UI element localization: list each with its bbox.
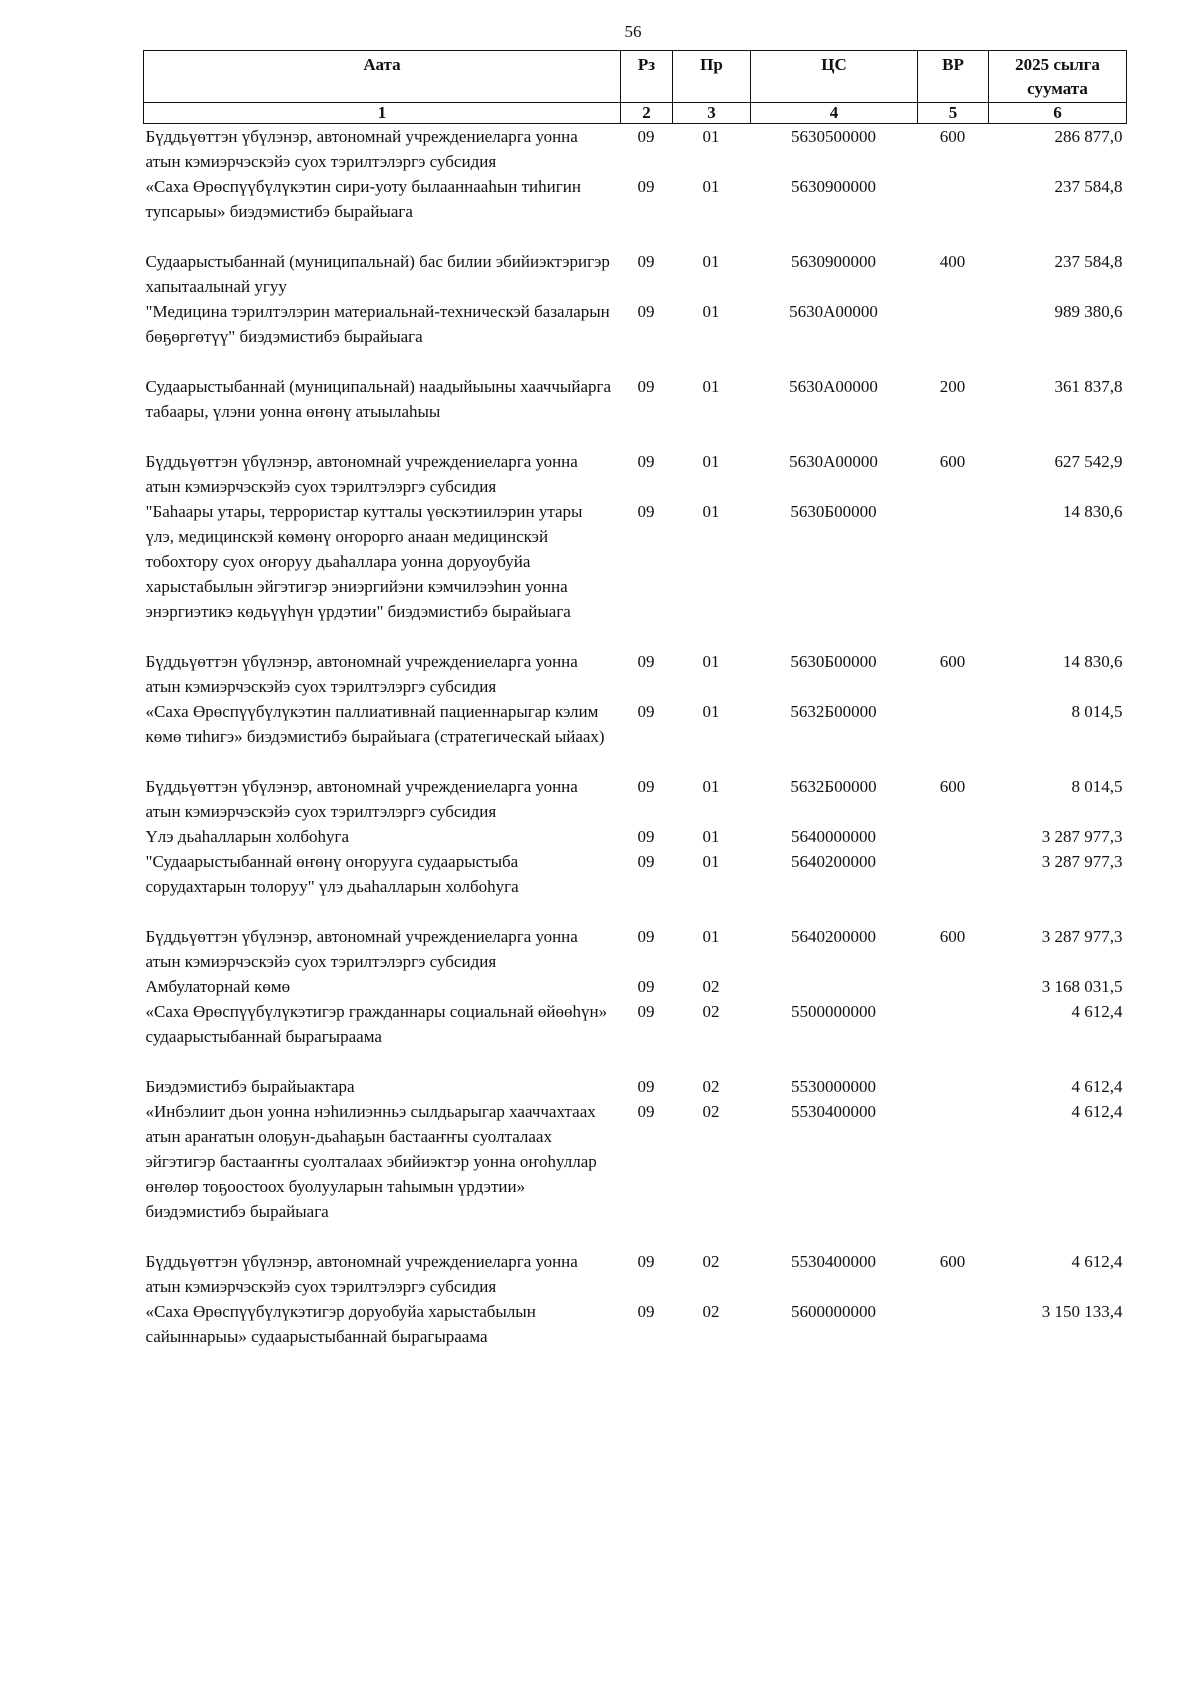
row-vr: 600 [939, 777, 966, 796]
row-vr [918, 999, 989, 1074]
row-cs: 5640200000 [791, 852, 876, 871]
row-amount: 3 287 977,3 [1041, 827, 1123, 846]
row-rz: 09 [637, 502, 655, 521]
table-row [144, 124, 1127, 175]
row-amount: 4 612,4 [1071, 1102, 1123, 1121]
row-rz: 09 [637, 702, 655, 721]
row-pr: 02 [702, 1302, 720, 1321]
table-row [144, 1074, 1127, 1099]
table-row [144, 974, 1127, 999]
row-name: Судаарыстыбаннай (муниципальнай) наадыйыыны хааччыйарга табаары, үлэни уонна өҥөнү атыылаһыы [145, 377, 612, 421]
row-name: Бүддьүөттэн үбүлэнэр, автономнай учреждениеларга уонна атын кэмиэрчэскэйэ суох тэрилтэлэргэ субсидия [145, 652, 578, 696]
row-pr: 02 [702, 1002, 720, 1021]
row-pr: 02 [702, 1077, 720, 1096]
row-amount: 3 150 133,4 [1041, 1302, 1123, 1321]
column-number: 3 [673, 103, 751, 124]
row-rz: 09 [637, 827, 655, 846]
row-pr: 01 [702, 852, 720, 871]
row-rz: 09 [637, 652, 655, 671]
table-row [144, 499, 1127, 649]
row-amount: 3 168 031,5 [1041, 977, 1123, 996]
table-row [144, 824, 1127, 849]
row-amount: 237 584,8 [1054, 177, 1123, 196]
row-name: Бүддьүөттэн үбүлэнэр, автономнай учреждениеларга уонна атын кэмиэрчэскэйэ суох тэрилтэлэргэ субсидия [145, 452, 578, 496]
row-amount: 989 380,6 [1054, 302, 1123, 321]
row-name: Бүддьүөттэн үбүлэнэр, автономнай учреждениеларга уонна атын кэмиэрчэскэйэ суох тэрилтэлэргэ субсидия [145, 127, 578, 171]
row-rz: 09 [637, 852, 655, 871]
row-name: "Судаарыстыбаннай өҥөнү оҥорууга судаарыстыба сорудахтарын толоруу" үлэ дьаһалларын холбоһуга [145, 852, 519, 896]
row-name: «Саха Өрөспүүбүлүкэтин паллиативнай пациеннарыгар кэлим көмө тиһигэ» биэдэмистибэ бырайыага (стратегическай ыйаах) [145, 702, 605, 746]
column-number: 4 [751, 103, 918, 124]
row-cs: 5630900000 [791, 177, 876, 196]
row-pr: 01 [702, 827, 720, 846]
row-name: Амбулаторнай көмө [145, 977, 291, 996]
row-rz: 09 [637, 177, 655, 196]
table-row [144, 299, 1127, 374]
row-vr: 200 [939, 377, 966, 396]
row-vr: 600 [939, 927, 966, 946]
row-amount: 8 014,5 [1071, 702, 1123, 721]
header-name: Аата [144, 51, 621, 103]
row-amount: 361 837,8 [1054, 377, 1123, 396]
column-number-row [144, 103, 1127, 124]
table-row [144, 1299, 1127, 1349]
row-pr: 01 [702, 177, 720, 196]
header-amount: 2025 сылга суумата [989, 51, 1127, 103]
row-pr: 01 [702, 452, 720, 471]
row-pr: 01 [702, 927, 720, 946]
row-cs: 5630Б00000 [790, 502, 877, 521]
row-pr: 01 [702, 302, 720, 321]
row-amount: 237 584,8 [1054, 252, 1123, 271]
row-name: Үлэ дьаһалларын холбоһуга [145, 827, 350, 846]
row-name: «Инбэлиит дьон уонна нэһилиэнньэ сылдьарыгар хааччахтаах атын араҥатын олоҕун-дьаһаҕын бастааҥҥы суолталаах эйгэтигэр бастааҥҥы суолталаах эбийиэктэр уонна оҥоһуллар өҥөлөр тоҕоостоох буолууларын таһымын үрдэтии» биэдэмистибэ бырайыага [145, 1102, 597, 1221]
table-row [144, 999, 1127, 1074]
header-cs: ЦС [751, 51, 918, 103]
table-row [144, 249, 1127, 299]
row-pr: 01 [702, 252, 720, 271]
row-vr [918, 849, 989, 924]
row-amount: 627 542,9 [1054, 452, 1123, 471]
row-vr [918, 1299, 989, 1349]
row-amount: 4 612,4 [1071, 1077, 1123, 1096]
row-amount: 3 287 977,3 [1041, 927, 1123, 946]
row-vr: 400 [939, 252, 966, 271]
row-pr: 02 [702, 1102, 720, 1121]
row-name: Бүддьүөттэн үбүлэнэр, автономнай учреждениеларга уонна атын кэмиэрчэскэйэ суох тэрилтэлэргэ субсидия [145, 1252, 578, 1296]
column-number: 5 [918, 103, 989, 124]
row-name: "Медицина тэрилтэлэрин материальнай-техническэй базаларын бөҕөргөтүү" биэдэмистибэ бырайыага [145, 302, 610, 346]
table-row [144, 924, 1127, 974]
header-row [144, 51, 1127, 103]
row-cs: 5630А00000 [789, 452, 878, 471]
table-body [144, 124, 1127, 1350]
row-vr: 600 [939, 1252, 966, 1271]
row-pr: 01 [702, 777, 720, 796]
row-vr [918, 824, 989, 849]
row-amount: 8 014,5 [1071, 777, 1123, 796]
row-cs: 5500000000 [791, 1002, 876, 1021]
row-pr: 01 [702, 502, 720, 521]
row-cs: 5630А00000 [789, 377, 878, 396]
row-pr: 01 [702, 652, 720, 671]
budget-table [143, 50, 1127, 1349]
row-rz: 09 [637, 1252, 655, 1271]
column-number: 6 [989, 103, 1127, 124]
row-vr [918, 974, 989, 999]
row-rz: 09 [637, 452, 655, 471]
row-pr: 01 [702, 702, 720, 721]
row-cs: 5530400000 [791, 1102, 876, 1121]
header-pr: Пр [673, 51, 751, 103]
row-name: «Саха Өрөспүүбүлүкэтин сири-уоту былааннааһын тиһигин тупсарыы» биэдэмистибэ бырайыага [145, 177, 581, 221]
row-name: Бүддьүөттэн үбүлэнэр, автономнай учреждениеларга уонна атын кэмиэрчэскэйэ суох тэрилтэлэргэ субсидия [145, 777, 578, 821]
row-vr [918, 299, 989, 374]
row-cs: 5530000000 [791, 1077, 876, 1096]
row-rz: 09 [637, 1077, 655, 1096]
row-rz: 09 [637, 777, 655, 796]
row-rz: 09 [637, 302, 655, 321]
table-row [144, 699, 1127, 774]
column-number: 2 [621, 103, 673, 124]
row-cs: 5640000000 [791, 827, 876, 846]
row-vr [918, 699, 989, 774]
header-rz: Рз [621, 51, 673, 103]
row-cs: 5630900000 [791, 252, 876, 271]
row-name: «Саха Өрөспүүбүлүкэтигэр доруобуйа харыстабылын сайыннарыы» судаарыстыбаннай бырагыраама [145, 1302, 536, 1346]
row-pr: 01 [702, 377, 720, 396]
row-rz: 09 [637, 1102, 655, 1121]
row-vr: 600 [939, 127, 966, 146]
row-cs: 5630500000 [791, 127, 876, 146]
budget-table-wrapper [143, 50, 1126, 1349]
row-amount: 286 877,0 [1054, 127, 1123, 146]
row-name: Биэдэмистибэ бырайыактара [145, 1077, 355, 1096]
table-row [144, 1099, 1127, 1249]
header-vr: ВР [918, 51, 989, 103]
row-name: Бүддьүөттэн үбүлэнэр, автономнай учреждениеларга уонна атын кэмиэрчэскэйэ суох тэрилтэлэргэ субсидия [145, 927, 578, 971]
table-row [144, 449, 1127, 499]
row-pr: 02 [702, 977, 720, 996]
page-number: 56 [624, 22, 642, 41]
table-row [144, 1249, 1127, 1299]
row-amount: 4 612,4 [1071, 1002, 1123, 1021]
row-cs: 5600000000 [791, 1302, 876, 1321]
table-row [144, 849, 1127, 924]
row-name: "Баһаары утары, террористар кутталы үөскэтиилэрин утары үлэ, медицинскэй көмөнү оҥорорго анаан медицинскэй тобохтору суох оҥоруу дьаһаллара уонна доруоубуйа харыстабылын эйгэтигэр эниэргийэни кэмчилээһин уонна энэргиэтикэ көдьүүһүн үрдэтии" биэдэмистибэ бырайыага [145, 502, 583, 621]
row-vr [918, 1099, 989, 1249]
table-header [144, 51, 1127, 124]
row-rz: 09 [637, 377, 655, 396]
row-vr [918, 499, 989, 649]
row-rz: 09 [637, 1302, 655, 1321]
table-row [144, 774, 1127, 824]
row-rz: 09 [637, 927, 655, 946]
row-vr [918, 1074, 989, 1099]
row-amount: 14 830,6 [1063, 652, 1123, 671]
row-name: «Саха Өрөспүүбүлүкэтигэр гражданнары социальнай өйөөһүн» судаарыстыбаннай бырагыраама [145, 1002, 608, 1046]
row-pr: 01 [702, 127, 720, 146]
row-cs: 5632Б00000 [790, 777, 877, 796]
row-amount: 3 287 977,3 [1041, 852, 1123, 871]
row-rz: 09 [637, 252, 655, 271]
row-cs: 5632Б00000 [790, 702, 877, 721]
table-row [144, 649, 1127, 699]
row-vr [918, 174, 989, 249]
row-cs: 5630Б00000 [790, 652, 877, 671]
row-vr: 600 [939, 652, 966, 671]
row-vr: 600 [939, 452, 966, 471]
row-rz: 09 [637, 1002, 655, 1021]
row-cs: 5640200000 [791, 927, 876, 946]
row-cs: 5630А00000 [789, 302, 878, 321]
row-rz: 09 [637, 977, 655, 996]
table-row [144, 174, 1127, 249]
row-name: Судаарыстыбаннай (муниципальнай) бас билии эбийиэктэригэр хапытаалынай угуу [145, 252, 610, 296]
row-pr: 02 [702, 1252, 720, 1271]
row-cs: 5530400000 [791, 1252, 876, 1271]
table-row [144, 374, 1127, 449]
row-cs [751, 974, 918, 999]
row-amount: 14 830,6 [1063, 502, 1123, 521]
row-rz: 09 [637, 127, 655, 146]
row-amount: 4 612,4 [1071, 1252, 1123, 1271]
column-number: 1 [144, 103, 621, 124]
